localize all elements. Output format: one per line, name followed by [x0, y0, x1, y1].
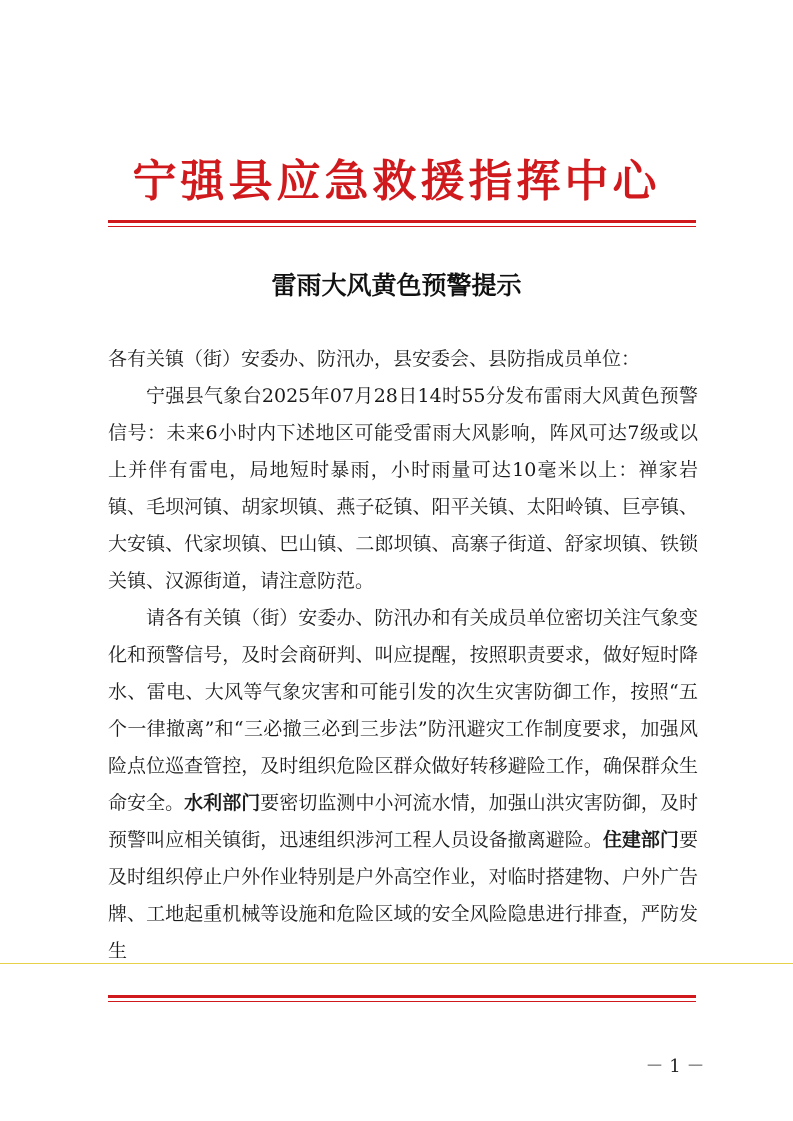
document-body — [108, 341, 698, 970]
header-rule-thin — [108, 226, 696, 227]
instructions-text-e: 要及时组织停止户外作业特别是户外高空作业，对临时搭建物、户外广告牌、工地起重机械等设施和危险区域的安全风险隐患进行排查，严防发生 — [108, 829, 698, 962]
header-rule-thick — [108, 220, 696, 223]
page-number: － 1 － — [645, 1056, 705, 1077]
instructions-text-a: 请各有关镇（街）安委办、防汛办和有关成员单位密切关注气象变化和预警信号，及时会商研判、叫应提醒，按照职责要求，做好短时降水、雷电、大风等气象灾害和可能引发的次生灾害防御工作，按照“五个一律撤离”和“三必撤三必到三步法”防汛避灾工作制度要求，加强风险点位巡查管控，及时组织危险区群众做好转移避险工作，确保群众生命安全。 — [108, 607, 698, 814]
footer-rule-thin — [108, 1001, 696, 1002]
org-header-title: 宁强县应急救援指挥中心 — [132, 156, 661, 207]
water-dept-label: 水利部门 — [184, 792, 261, 814]
document-title: 雷雨大风黄色预警提示 — [271, 271, 522, 300]
salutation: 各有关镇（街）安委办、防汛办，县安委会、县防指成员单位： — [108, 348, 641, 370]
paragraph-instructions — [108, 600, 698, 970]
footer-rule-thick — [108, 995, 696, 998]
instructions-text-c: 要密切监测中小河流水情，加强山洪灾害防御，及时预警叫应相关镇街，迅速组织涉河工程人员设备撤离避险。 — [108, 792, 698, 851]
paragraph-warning: 宁强县气象台2025年07月28日14时55分发布雷雨大风黄色预警信号：未来6小时内下述地区可能受雷雨大风影响，阵风可达7级或以上并伴有雷电，局地短时暴雨，小时雨量可达10毫米以上：禅家岩镇、毛坝河镇、胡家坝镇、燕子砭镇、阳平关镇、太阳岭镇、巨亭镇、大安镇、代家坝镇、巴山镇、二郎坝镇、高寨子街道、舒家坝镇、铁锁关镇、汉源街道，请注意防范。 — [108, 385, 698, 592]
housing-dept-label: 住建部门 — [602, 829, 679, 851]
scan-artifact-line — [0, 963, 793, 964]
